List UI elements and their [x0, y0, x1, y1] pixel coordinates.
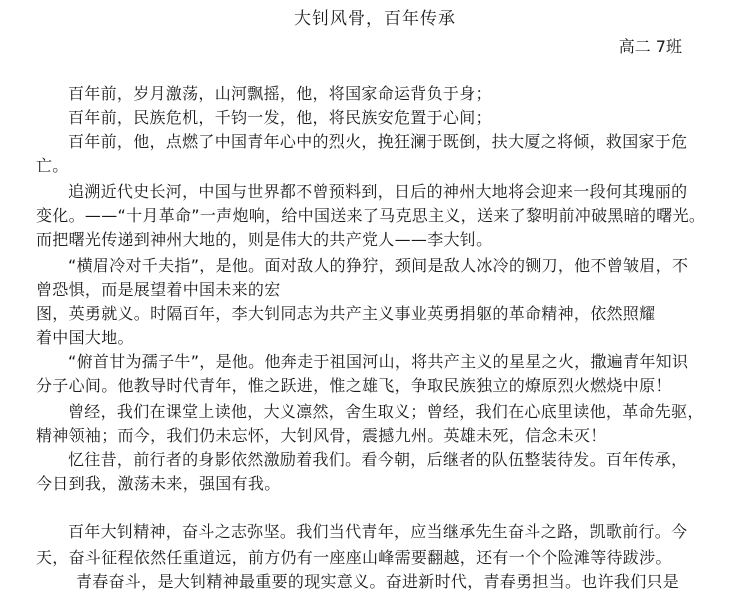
text-line: 青春奋斗，是大钊精神最重要的现实意义。奋进新时代，青春勇担当。也许我们只是	[76, 572, 680, 591]
text-line: “横眉冷对千夫指”，是他。面对敌人的狰狞，颈间是敌人冰冷的铡刀，他不曾皱眉，不	[68, 256, 689, 275]
text-line: 百年前，岁月激荡，山河飘摇，他，将国家命运背负于身；	[68, 84, 492, 103]
text-line: 变化。——“十月革命”一声炮响，给中国送来了马克思主义，送来了黎明前冲破黑暗的曙光。	[36, 206, 706, 225]
class-label: 高二 7班	[618, 37, 682, 56]
text-line: 追溯近代史长河，中国与世界都不曾预料到，日后的神州大地将会迎来一段何其瑰丽的	[68, 182, 688, 201]
text-line: 着中国大地。	[36, 328, 134, 347]
text-line: 今日到我，激荡未来，强国有我。	[36, 474, 281, 493]
text-line: 忆往昔，前行者的身影依然激励着我们。看今朝，后继者的队伍整装待发。百年传承，	[68, 450, 688, 469]
text-line: 曾经，我们在课堂上读他，大义凛然，舍生取义；曾经，我们在心底里读他，革命先驱，	[68, 402, 704, 421]
text-line: 曾恐惧，而是展望着中国未来的宏	[36, 280, 281, 299]
text-line: 百年前，民族危机，千钧一发，他，将民族安危置于心间；	[68, 108, 492, 127]
text-line: 天，奋斗征程依然任重道远，前方仍有一座座山峰需要翻越，还有一个个险滩等待跋涉。	[36, 548, 672, 567]
text-line: 图，英勇就义。时隔百年，李大钊同志为共产主义事业英勇捐躯的革命精神，依然照耀	[36, 304, 656, 323]
text-line: 百年前，他，点燃了中国青年心中的烈火，挽狂澜于既倒，扶大厦之将倾，救国家于危	[68, 132, 688, 151]
document-title: 大钊风骨，百年传承	[294, 9, 456, 29]
text-line: 而把曙光传递到神州大地的，则是伟大的共产党人——李大钊。	[36, 230, 493, 249]
text-line: 精神领袖；而今，我们仍未忘怀，大钊风骨，震撼九州。英雄未死，信念未灭！	[36, 426, 607, 445]
text-line: 百年大钊精神，奋斗之志弥坚。我们当代青年，应当继承先生奋斗之路，凯歌前行。今	[68, 522, 688, 541]
text-line: 亡。	[36, 156, 69, 175]
text-line: 分子心间。他教导时代青年，惟之跃进，惟之雄飞，争取民族独立的燎原烈火燃烧中原！	[36, 376, 672, 395]
text-line: “俯首甘为孺子牛”，是他。他奔走于祖国河山，将共产主义的星星之火，撒遍青年知识	[68, 352, 689, 371]
